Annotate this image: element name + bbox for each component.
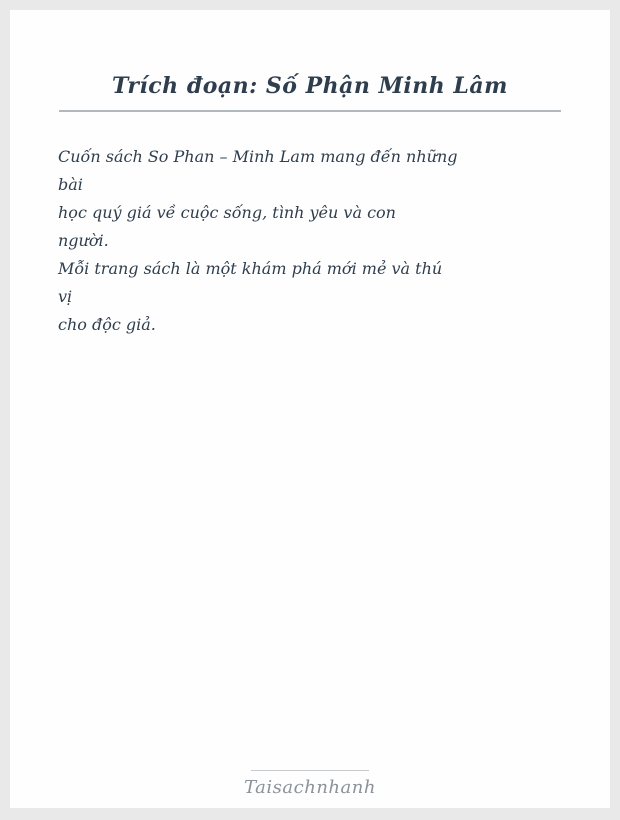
body-line: học quý giá về cuộc sống, tình yêu và con (58, 203, 396, 222)
body-line: Mỗi trang sách là một khám phá mới mẻ và thú (58, 259, 443, 278)
footer-divider (251, 770, 369, 771)
title-divider (59, 110, 561, 112)
body-line: cho độc giả. (58, 315, 156, 334)
body-line: vị (58, 287, 73, 306)
footer-brand: Taisachnhanh (244, 777, 376, 798)
document-page (10, 10, 610, 808)
excerpt-body (58, 143, 562, 339)
body-line: bài (58, 175, 83, 194)
body-line: Cuốn sách So Phan – Minh Lam mang đến những (58, 147, 458, 166)
page-footer (10, 770, 610, 798)
page-title: Trích đoạn: Số Phận Minh Lâm (112, 73, 508, 99)
body-line: người. (58, 231, 109, 250)
